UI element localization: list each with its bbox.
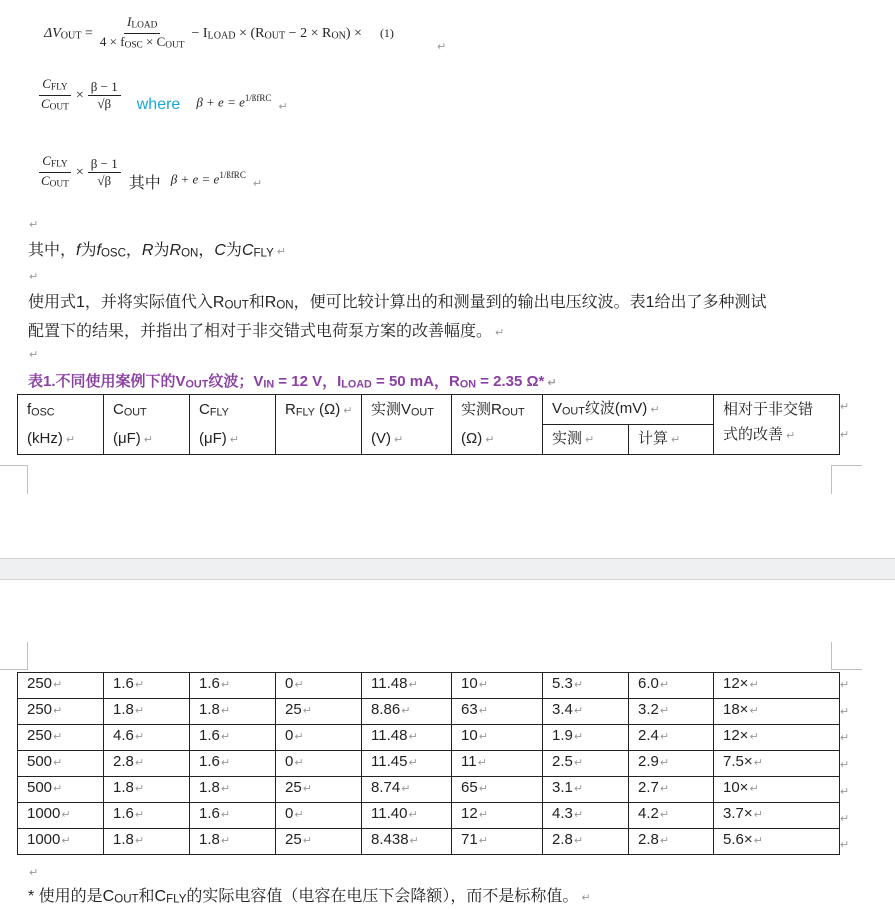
cell-improvement: 18×↵ [714,699,840,725]
cell-vout: 11.48↵ [362,725,452,751]
cell-improvement: 5.6×↵ [714,829,840,855]
header-improvement: 相对于非交错 式的改善 ↵ [714,395,840,455]
eq2-fraction-1: $\frac{\text{CFLY}}{\text{COUT}}$ [41,76,69,113]
cell-cout: 4.6↵ [104,725,190,751]
header-ripple-calculated: 计算 ↵ [629,424,714,454]
table-row [18,829,840,855]
results-table-header [17,394,840,455]
row-end-mark: ↵ [840,732,850,745]
eq3-condition: $\beta + e = e^{1/ßfRC}$ [170,169,246,187]
equation-2: $\frac{\text{CFLY}}{\text{COUT}}$ × $\frac{\beta - 1}{√\beta}$ where $\beta + e = e^{1/ßfRC}$ ↵ [38,76,288,116]
cell-ripple-calculated: 4.2↵ [629,803,714,829]
equation-3: $\frac{\text{CFLY}}{\text{COUT}}$ × $\frac{\beta - 1}{√\beta}$ 其中 $\beta + e = e^{1/ßfRC}$ ↵ [38,152,262,193]
row-end-mark: ↵ [840,759,850,772]
cell-cfly: 1.8↵ [190,699,276,725]
cell-cout: 1.8↵ [104,829,190,855]
eq2-fraction-2: $\frac{\beta - 1}{√\beta}$ [88,79,121,112]
table-footnote: * 使用的是COUT和CFLY的实际电容值（电容在电压下会降额），而不是标称值。 ↵ [28,888,591,906]
table-row [18,803,840,829]
cell-rfly: 0↵ [276,673,362,699]
cell-cfly: 1.6↵ [190,803,276,829]
cell-ripple-measured: 3.4↵ [543,699,629,725]
row-end-mark: ↵ [840,812,850,825]
header-fosc: fOSC (kHz) ↵ [18,395,104,455]
page-break-gap [0,558,895,580]
cell-ripple-measured: 4.3↵ [543,803,629,829]
header-vout-measured: 实测VOUT (V) ↵ [362,395,452,455]
cell-rfly: 0↵ [276,725,362,751]
cell-fosc: 500↵ [18,751,104,777]
eq1-lhs: ΔVOUT = [44,25,93,42]
row-end-mark: ↵ [840,705,850,718]
cell-rfly: 0↵ [276,803,362,829]
cell-fosc: 250↵ [18,725,104,751]
cell-rfly: 0↵ [276,751,362,777]
equation-1 [44,14,394,54]
cell-ripple-measured: 2.8↵ [543,829,629,855]
cell-fosc: 250↵ [18,699,104,725]
paragraph-mark: ↵ [437,40,447,53]
cell-improvement: 3.7×↵ [714,803,840,829]
results-table-body [17,672,840,855]
header-rfly: RFLY (Ω) ↵ [276,395,362,455]
cell-vout: 11.48↵ [362,673,452,699]
cell-rout: 10↵ [452,673,543,699]
cell-rfly: 25↵ [276,699,362,725]
cell-rfly: 25↵ [276,829,362,855]
eq1-number: (1) [379,26,394,41]
cell-cout: 1.8↵ [104,777,190,803]
cell-vout: 8.74↵ [362,777,452,803]
header-rout-measured: 实测ROUT (Ω) ↵ [452,395,543,455]
cell-rout: 12↵ [452,803,543,829]
cell-ripple-measured: 5.3↵ [543,673,629,699]
cell-ripple-calculated: 2.4↵ [629,725,714,751]
cell-fosc: 1000↵ [18,803,104,829]
cell-cout: 1.6↵ [104,673,190,699]
body-paragraph: 使用式1，并将实际值代入ROUT和RON，便可比较计算出的和测量到的输出电压纹波。表1给出了多种测试 配置下的结果，并指出了相对于非交错式电荷泵方案的改善幅度。 ↵ [28,294,767,340]
cell-ripple-measured: 2.5↵ [543,751,629,777]
cell-cout: 2.8↵ [104,751,190,777]
cell-rout: 10↵ [452,725,543,751]
cell-ripple-calculated: 2.8↵ [629,829,714,855]
cell-ripple-calculated: 3.2↵ [629,699,714,725]
cell-ripple-measured: 3.1↵ [543,777,629,803]
cell-ripple-calculated: 2.7↵ [629,777,714,803]
table-row [18,699,840,725]
cell-vout: 11.40↵ [362,803,452,829]
cell-cfly: 1.8↵ [190,777,276,803]
cell-rout: 71↵ [452,829,543,855]
table-row [18,751,840,777]
eq3-fraction-2: $\frac{\beta - 1}{√\beta}$ [88,156,121,189]
cell-cout: 1.6↵ [104,803,190,829]
eq1-tail: − ILOAD × (ROUT − 2 × RON) × [191,25,362,42]
eq1-fraction: $\frac{\text{ILOAD}}{\text{4 × fOSC × COUT}}$ [99,14,185,51]
cell-cfly: 1.6↵ [190,751,276,777]
table-caption: 表1.不同使用案例下的VOUT纹波；VIN = 12 V，ILOAD = 50 mA，RON = 2.35 Ω* ↵ [28,373,557,391]
cell-fosc: 500↵ [18,777,104,803]
cell-rout: 65↵ [452,777,543,803]
page-corner-top-right [831,642,862,670]
table-row [18,777,840,803]
table-row [18,673,840,699]
cell-ripple-calculated: 6.0↵ [629,673,714,699]
where-label: where [136,95,181,113]
eq2-condition: $\beta + e = e^{1/ßfRC}$ [196,93,272,110]
cell-cout: 1.8↵ [104,699,190,725]
cell-improvement: 12×↵ [714,673,840,699]
cell-cfly: 1.6↵ [190,725,276,751]
cell-vout: 8.86↵ [362,699,452,725]
cell-improvement: 12×↵ [714,725,840,751]
row-end-mark: ↵ [840,839,850,852]
table-row [18,725,840,751]
cell-fosc: 1000↵ [18,829,104,855]
cell-improvement: 10×↵ [714,777,840,803]
header-cfly: CFLY (μF) ↵ [190,395,276,455]
row-end-mark: ↵ [840,785,850,798]
cell-rout: 63↵ [452,699,543,725]
cell-ripple-measured: 1.9↵ [543,725,629,751]
cell-vout: 8.438↵ [362,829,452,855]
header-ripple: VOUT纹波(mV) ↵ [543,395,714,425]
cell-rout: 11↵ [452,751,543,777]
cell-vout: 11.45↵ [362,751,452,777]
header-ripple-measured: 实测 ↵ [543,424,629,454]
cell-improvement: 7.5×↵ [714,751,840,777]
cell-cfly: 1.8↵ [190,829,276,855]
page-corner-top-left [0,642,28,670]
cell-rfly: 25↵ [276,777,362,803]
definition-line: 其中，f为fOSC，R为RON，C为CFLY ↵ [28,242,286,260]
cell-cfly: 1.6↵ [190,673,276,699]
cell-ripple-calculated: 2.9↵ [629,751,714,777]
row-end-mark: ↵ [840,679,850,691]
eq3-fraction-1: $\frac{\text{CFLY}}{\text{COUT}}$ [41,152,69,190]
zhongwen-where: 其中 [128,173,161,192]
page-corner-bottom-right [831,465,862,494]
cell-fosc: 250↵ [18,673,104,699]
header-cout: COUT (μF) ↵ [104,395,190,455]
page-corner-bottom-left [0,465,28,494]
